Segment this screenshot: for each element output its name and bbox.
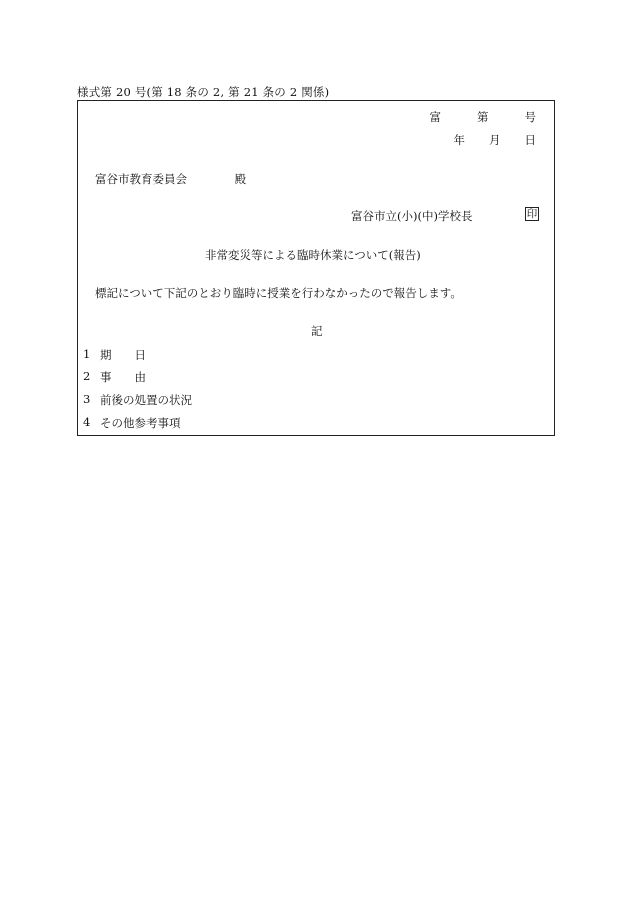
- form-number-label: 様式第 20 号(第 18 条の 2, 第 21 条の 2 関係): [77, 85, 330, 99]
- list-item: [83, 415, 181, 431]
- sender-name: 富谷市立(小)(中)学校長: [351, 209, 473, 223]
- item-number: 1: [83, 347, 91, 361]
- addressee-name: 富谷市教育委員会: [95, 172, 187, 186]
- addressee-honorific: 殿: [234, 172, 247, 186]
- list-item: [83, 369, 146, 385]
- list-item: [83, 347, 146, 363]
- item-number: 3: [83, 392, 91, 406]
- date-line: [454, 132, 537, 148]
- seal-mark: 印: [526, 208, 538, 220]
- item-number: 2: [83, 369, 91, 383]
- item-label: 事 由: [100, 370, 146, 384]
- body-text: 標記について下記のとおり臨時に授業を行わなかったので報告します。: [95, 286, 462, 300]
- date-year: 年: [453, 133, 465, 147]
- item-label: 前後の処置の状況: [100, 393, 192, 407]
- doc-number-prefix: 富: [429, 110, 441, 124]
- ki-heading: 記: [311, 324, 323, 338]
- date-month: 月: [489, 133, 501, 147]
- document-number: [430, 109, 537, 125]
- doc-number-suffix: 号: [524, 110, 536, 124]
- addressee: [95, 171, 246, 187]
- item-number: 4: [83, 415, 91, 429]
- item-label: 期 日: [100, 348, 146, 362]
- date-day: 日: [524, 133, 536, 147]
- doc-number-middle: 第: [477, 110, 489, 124]
- report-form-frame: [77, 100, 555, 436]
- list-item: [83, 392, 192, 408]
- item-label: その他参考事項: [100, 416, 181, 430]
- report-title: 非常変災等による臨時休業について(報告): [205, 248, 421, 262]
